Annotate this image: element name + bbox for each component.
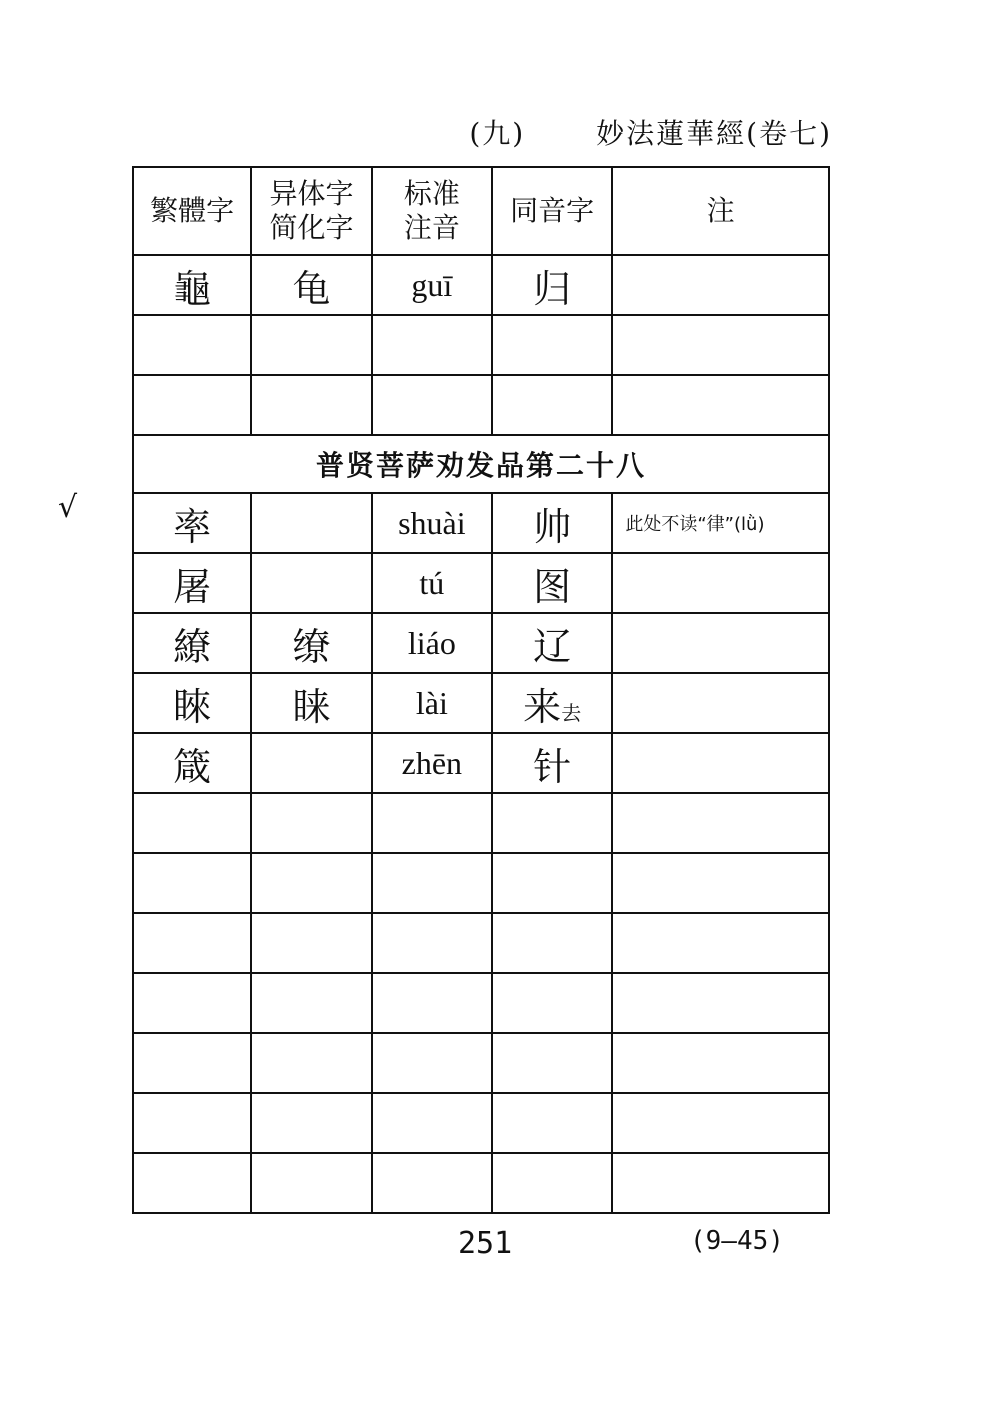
empty-row (133, 793, 829, 853)
homophone-char: 针 (492, 733, 612, 793)
col-header-note: 注 (612, 167, 829, 255)
traditional-char: 龜 (133, 255, 251, 315)
table-row (133, 553, 829, 613)
table-row (133, 613, 829, 673)
pinyin: tú (372, 553, 492, 613)
empty-row (133, 315, 829, 375)
pinyin: shuài (372, 493, 492, 553)
character-table (132, 166, 830, 1214)
note (612, 553, 829, 613)
section-title-row (133, 435, 829, 493)
homophone-char: 帅 (492, 493, 612, 553)
empty-row (133, 853, 829, 913)
page-header (469, 112, 832, 152)
empty-row (133, 973, 829, 1033)
variant-char: 睐 (251, 673, 371, 733)
page-number: 251 (458, 1226, 513, 1261)
empty-row (133, 375, 829, 435)
empty-row (133, 913, 829, 973)
table-row (133, 255, 829, 315)
col-header-variant: 异体字 简化字 (251, 167, 371, 255)
homophone-char: 归 (492, 255, 612, 315)
table-row (133, 673, 829, 733)
note (612, 733, 829, 793)
table-header-row (133, 167, 829, 255)
empty-row (133, 1033, 829, 1093)
empty-row (133, 1093, 829, 1153)
section-title: 普贤菩萨劝发品第二十八 (133, 435, 829, 493)
pinyin: liáo (372, 613, 492, 673)
pinyin: lài (372, 673, 492, 733)
pinyin: guī (372, 255, 492, 315)
note: 此处不读“律”(lǜ) (612, 493, 829, 553)
traditional-char: 睞 (133, 673, 251, 733)
col-header-homophone: 同音字 (492, 167, 612, 255)
variant-char (251, 493, 371, 553)
traditional-char: 率 (133, 493, 251, 553)
empty-row (133, 1153, 829, 1213)
traditional-char: 繚 (133, 613, 251, 673)
note (612, 673, 829, 733)
variant-char (251, 553, 371, 613)
homophone-char: 图 (492, 553, 612, 613)
variant-char: 缭 (251, 613, 371, 673)
homophone-char: 来去 (492, 673, 612, 733)
col-header-traditional: 繁體字 (133, 167, 251, 255)
pinyin: zhēn (372, 733, 492, 793)
sutra-title: 妙法蓮華經(卷七) (596, 117, 832, 150)
homophone-char: 辽 (492, 613, 612, 673)
table-row (133, 493, 829, 553)
section-code: (9—45) (690, 1226, 784, 1256)
traditional-char: 屠 (133, 553, 251, 613)
volume-number: (九) (469, 117, 526, 150)
variant-char (251, 733, 371, 793)
note (612, 255, 829, 315)
col-header-pinyin: 标准 注音 (372, 167, 492, 255)
table-row (133, 733, 829, 793)
tone-subscript: 去 (561, 700, 582, 725)
note (612, 613, 829, 673)
traditional-char: 箴 (133, 733, 251, 793)
variant-char: 龟 (251, 255, 371, 315)
margin-check-mark: √ (58, 490, 78, 525)
